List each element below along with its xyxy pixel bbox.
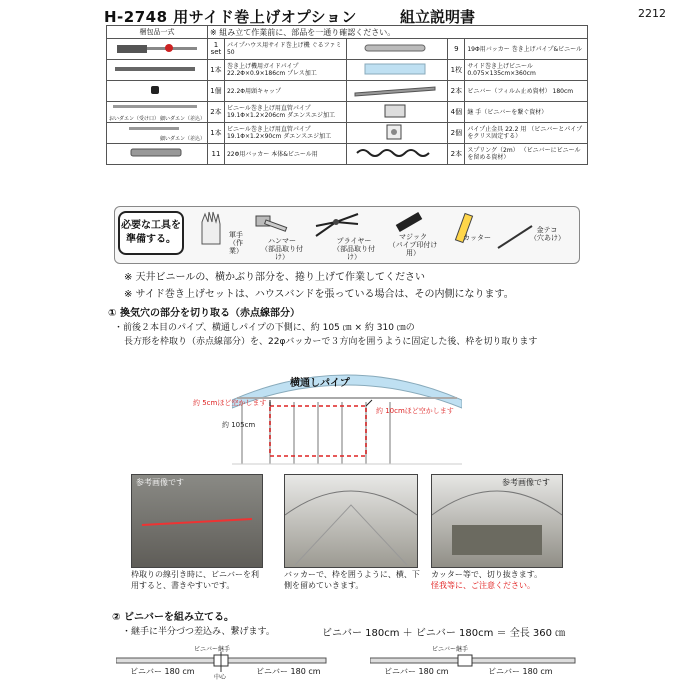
qty: 1個 xyxy=(207,81,224,102)
parts-heading: 梱包品一式 xyxy=(107,26,208,39)
qty: 1枚 xyxy=(448,60,465,81)
table-row xyxy=(107,123,588,144)
tool-note: （穴あけ） xyxy=(530,234,565,242)
pipe-label-female2: 細いダエン（差込） xyxy=(159,136,205,142)
tool-note: （作業） xyxy=(229,239,243,255)
tool-name: 軍手 xyxy=(229,231,243,239)
step2-formula: ビニバー 180cm ＋ ビニバー 180cm ＝ 全長 360 ㎝ xyxy=(322,628,566,639)
table-row xyxy=(107,102,588,123)
qty: 2個 xyxy=(448,123,465,144)
reference-photo-1 xyxy=(131,474,263,568)
tool-note: （部品取り付け） xyxy=(333,245,375,261)
parts-notice: ※ 組み立て作業前に、部品を一通り確認ください。 xyxy=(207,26,587,39)
tool-note: （パイプ印付け用） xyxy=(388,241,438,257)
table-row xyxy=(107,81,588,102)
pipe-label-male: おいダエン（受け口） xyxy=(109,116,160,122)
tool-name: カッター xyxy=(463,234,491,242)
part-desc: 巻き上げ機用ガイドパイプ 22.2Φ×0.9×186cm プレス加工 xyxy=(224,60,347,81)
step1-text1: ・前後２本目のパイプ、横通しパイプの下側に、約 105 ㎝ × 約 310 ㎝の xyxy=(114,323,415,333)
spring-illustration xyxy=(347,144,448,165)
short-pipe-illustration xyxy=(107,123,208,144)
tool-note: （部品取り付け） xyxy=(261,245,303,261)
table-row xyxy=(107,144,588,165)
vinyl-illustration xyxy=(347,60,448,81)
part-desc: 19Φ用バッカー 巻き上げパイプ&ビニール xyxy=(465,39,588,60)
joint-label: ビニバー継手 xyxy=(194,646,231,653)
qty: 2本 xyxy=(448,81,465,102)
guide-pipe-illustration xyxy=(107,60,208,81)
dim-right: 約 10cmほど空かします xyxy=(376,407,454,415)
part-desc: パイプ止金具 22.2 用 （ビニバーとパイプをクリス固定する） xyxy=(465,123,588,144)
table-row xyxy=(107,39,588,60)
straight-pipe-illustration xyxy=(107,102,208,123)
diagram-label: 横通しパイプ xyxy=(290,378,350,389)
qty: 1 set xyxy=(207,39,224,60)
bar-label: ビニバー 180 cm xyxy=(384,667,449,676)
part-desc: ビニール巻き上げ用直管パイプ 19.1Φ×1.2×90cm ダエンスエジ加工 xyxy=(224,123,347,144)
part-desc: 継 手（ビニバーを繋ぐ資材） xyxy=(465,102,588,123)
part-desc: ビニール巻き上げ用直管パイプ 19.1Φ×1.2×206cm ダエンスエジ加工 xyxy=(224,102,347,123)
backer22-illustration xyxy=(107,144,208,165)
step2-text: ・継手に半分づつ差込み、繋げます。 xyxy=(122,627,275,637)
bar-label: ビニバー 180 cm xyxy=(130,667,195,676)
qty: 9 xyxy=(448,39,465,60)
doc-code: 2212 xyxy=(638,7,666,20)
page-subtitle: 組立説明書 xyxy=(400,8,476,26)
cap-illustration xyxy=(107,81,208,102)
table-row xyxy=(107,60,588,81)
bar-label: ビニバー 180 cm xyxy=(256,667,321,676)
tool-name: マジック xyxy=(399,233,427,241)
joint-illustration xyxy=(347,102,448,123)
reference-photo-2 xyxy=(284,474,418,568)
part-desc: パイプハウス用サイド巻上げ機 ぐるファミ 50 xyxy=(224,39,347,60)
vinyl-bar-illustration xyxy=(347,81,448,102)
tool-name: 金テコ xyxy=(536,226,558,234)
backer-illustration xyxy=(347,39,448,60)
center-label: 中心 xyxy=(214,674,227,681)
joint-label: ビニバー継手 xyxy=(432,646,469,653)
qty: 1本 xyxy=(207,60,224,81)
pipe-label-female: 細いダエン（差込） xyxy=(159,116,205,122)
qty: 2本 xyxy=(207,102,224,123)
dim-left: 約 105cm xyxy=(222,421,256,429)
dim-top: 約 5cmほど空かします xyxy=(193,399,267,407)
note-2: ※ サイド巻き上げセットは、ハウスバンドを張っている場合は、その内側になります。 xyxy=(124,289,514,300)
winder-illustration xyxy=(107,39,208,60)
part-desc: 22.2Φ用頭キャップ xyxy=(224,81,347,102)
parts-table xyxy=(106,25,588,165)
qty: 11 xyxy=(207,144,224,165)
photo-tag: 参考画像です xyxy=(502,478,550,487)
photo-caption-3: カッター等で、切り抜きます。 xyxy=(431,570,543,579)
step1-title: ① 換気穴の部分を切り取る（赤点線部分） xyxy=(108,308,300,319)
qty: 2本 xyxy=(448,144,465,165)
qty: 1本 xyxy=(207,123,224,144)
part-desc: 22Φ用バッカー 本体&ビニール用 xyxy=(224,144,347,165)
page-title: H-2748 用サイド巻上げオプション xyxy=(104,8,357,26)
qty: 4個 xyxy=(448,102,465,123)
step1-text2: 長方形を枠取り（赤点線部分）を、22φバッカーで３方向を囲うように固定した後、枠を切り取ります xyxy=(124,337,538,347)
tool-name: プライヤー xyxy=(336,237,372,245)
tool-name: ハンマー xyxy=(268,237,296,245)
photo-tag: 参考画像です xyxy=(136,478,184,487)
cutter-icon xyxy=(452,212,484,250)
tools-badge: 必要な工具を準備する。 xyxy=(118,211,184,255)
part-desc: ビニバー（フィルム止め資材） 180cm xyxy=(465,81,588,102)
warning-text: 怪我等に、ご注意ください。 xyxy=(431,581,535,590)
photo-caption-2: バッカーで、枠を囲うように、横、下側を留めていきます。 xyxy=(284,570,420,590)
part-desc: サイド巻き上げビニール 0.075×135cm×360cm xyxy=(465,60,588,81)
step2-title: ② ビニバーを組み立てる。 xyxy=(112,612,234,623)
clamp-illustration xyxy=(347,123,448,144)
note-1: ※ 天井ビニールの、横かぶり部分を、捲り上げて作業してください xyxy=(124,272,425,283)
part-desc: スプリング（2m） （ビニバーにビニールを留める資材） xyxy=(465,144,588,165)
bar-label: ビニバー 180 cm xyxy=(488,667,553,676)
glove-icon xyxy=(196,208,226,250)
reference-photo-3 xyxy=(431,474,563,568)
photo-caption-1: 枠取りの線引き時に、ビニバーを利用すると、書きやすいです。 xyxy=(131,570,259,590)
